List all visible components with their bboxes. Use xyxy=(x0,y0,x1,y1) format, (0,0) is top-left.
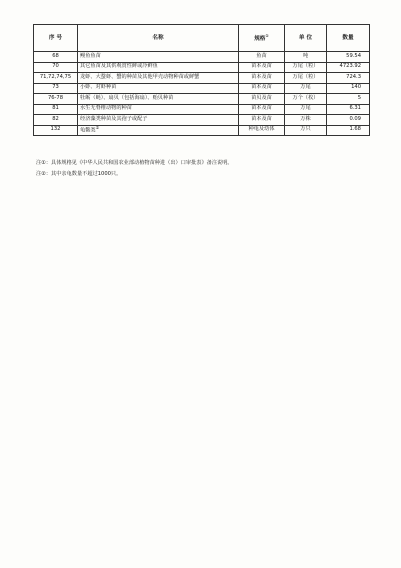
cell-spec xyxy=(239,73,285,84)
cell-spec-text: 苗贝及苗 xyxy=(251,94,272,101)
header-spec-label: 规格 xyxy=(254,35,266,42)
cell-unit xyxy=(285,62,327,73)
cell-unit xyxy=(285,104,327,115)
table-row xyxy=(34,104,370,115)
cell-unit xyxy=(285,94,327,105)
cell-no-text: 76-78 xyxy=(47,94,64,101)
cell-no-text: 70 xyxy=(52,63,59,70)
cell-unit-text: 万个（枚） xyxy=(292,94,319,101)
cell-unit-text: 万尾（粒） xyxy=(292,73,319,80)
cell-qty-text: 5 xyxy=(357,94,361,101)
cell-unit-text: 吨 xyxy=(302,52,309,59)
table-row xyxy=(34,52,370,63)
table-row xyxy=(34,125,370,136)
cell-qty xyxy=(327,73,370,84)
cell-unit-text: 万只 xyxy=(300,126,311,133)
quota-table xyxy=(33,24,370,136)
cell-qty xyxy=(327,104,370,115)
cell-no xyxy=(34,83,78,94)
cell-qty-text: 140 xyxy=(351,84,361,91)
cell-unit xyxy=(285,73,327,84)
cell-no-text: 73 xyxy=(52,84,59,91)
name-mark: ② xyxy=(95,125,100,131)
note-2: 注②：其中亲龟数量不超过1000只。 xyxy=(36,171,122,177)
table-row xyxy=(34,115,370,126)
notes-section xyxy=(36,158,366,180)
cell-qty-text: 1.68 xyxy=(349,126,361,133)
cell-name xyxy=(78,52,239,63)
cell-unit-text: 万株 xyxy=(300,115,311,122)
table-row xyxy=(34,73,370,84)
cell-spec-text: 苗本及苗 xyxy=(251,63,272,70)
cell-no xyxy=(34,115,78,126)
table-row xyxy=(34,62,370,73)
cell-unit-text: 万尾 xyxy=(300,84,311,91)
cell-spec xyxy=(239,115,285,126)
cell-name xyxy=(78,62,239,73)
cell-name-text: 其它鱼苗及其供观赏性鲜或冷鲜鱼 xyxy=(80,63,158,70)
cell-spec xyxy=(239,83,285,94)
cell-qty-text: 6.31 xyxy=(349,105,361,112)
table-row xyxy=(34,83,370,94)
cell-qty xyxy=(327,125,370,136)
cell-name xyxy=(78,115,239,126)
cell-no xyxy=(34,62,78,73)
header-name: 名称 xyxy=(78,25,239,52)
table-header-row xyxy=(34,25,370,52)
header-spec xyxy=(239,25,285,52)
cell-name xyxy=(78,94,239,105)
cell-unit xyxy=(285,52,327,63)
cell-no xyxy=(34,125,78,136)
cell-qty-text: 0.09 xyxy=(349,115,361,122)
cell-name-text: 经济藻类种苗及其孢子或配子 xyxy=(80,115,148,122)
cell-name-text: 鳗鱼鱼苗 xyxy=(80,52,101,59)
cell-qty xyxy=(327,62,370,73)
cell-name-text: 龙虾、大螯虾、蟹的种苗及其他甲壳动物种苗或鲜蟹 xyxy=(80,73,200,80)
cell-spec xyxy=(239,62,285,73)
cell-name-text: 水生无脊椎动物的种苗 xyxy=(80,105,132,112)
cell-no-text: 81 xyxy=(52,105,59,112)
cell-unit xyxy=(285,125,327,136)
cell-name xyxy=(78,104,239,115)
cell-qty-text: 59.54 xyxy=(346,52,361,59)
cell-spec xyxy=(239,52,285,63)
cell-unit xyxy=(285,115,327,126)
cell-name-text: 牡蛎（蚝）、扇贝（包括海扇）、贻贝种苗 xyxy=(80,94,174,101)
cell-spec-text: 苗本及苗 xyxy=(251,105,272,112)
cell-qty-text: 4723.92 xyxy=(339,63,361,70)
cell-name-text: 龟鳖类 xyxy=(80,127,96,134)
cell-no-text: 71,72,74,75 xyxy=(39,73,72,80)
cell-spec-text: 种龟及幼体 xyxy=(248,126,275,133)
cell-spec-text: 苗本及苗 xyxy=(251,84,272,91)
cell-qty-text: 724.3 xyxy=(346,73,361,80)
cell-name xyxy=(78,125,239,136)
cell-no xyxy=(34,94,78,105)
cell-qty xyxy=(327,52,370,63)
cell-no xyxy=(34,104,78,115)
cell-name xyxy=(78,83,239,94)
cell-qty xyxy=(327,83,370,94)
cell-no-text: 68 xyxy=(52,52,59,59)
header-spec-mark: ① xyxy=(265,33,269,38)
cell-unit-text: 万尾（粒） xyxy=(292,63,319,70)
table-row xyxy=(34,94,370,105)
cell-spec xyxy=(239,94,285,105)
header-no: 序 号 xyxy=(34,25,78,52)
cell-qty xyxy=(327,115,370,126)
cell-spec-text: 鱼苗 xyxy=(256,52,267,59)
cell-unit xyxy=(285,83,327,94)
cell-no-text: 132 xyxy=(50,126,61,133)
note-1: 注①：具体规格见《中华人民共和国农业部动植物苗种进（出）口审批表》备注说明。 xyxy=(36,160,233,166)
cell-spec-text: 苗本及苗 xyxy=(251,115,272,122)
cell-spec xyxy=(239,125,285,136)
cell-unit-text: 万尾 xyxy=(300,105,311,112)
cell-qty xyxy=(327,94,370,105)
cell-no xyxy=(34,73,78,84)
header-qty: 数量 xyxy=(327,25,370,52)
cell-spec xyxy=(239,104,285,115)
cell-no-text: 82 xyxy=(52,115,59,122)
cell-name xyxy=(78,73,239,84)
cell-spec-text: 苗本及苗 xyxy=(251,73,272,80)
cell-name-text: 小虾、对虾种苗 xyxy=(80,84,117,91)
cell-no xyxy=(34,52,78,63)
header-unit: 单 位 xyxy=(285,25,327,52)
